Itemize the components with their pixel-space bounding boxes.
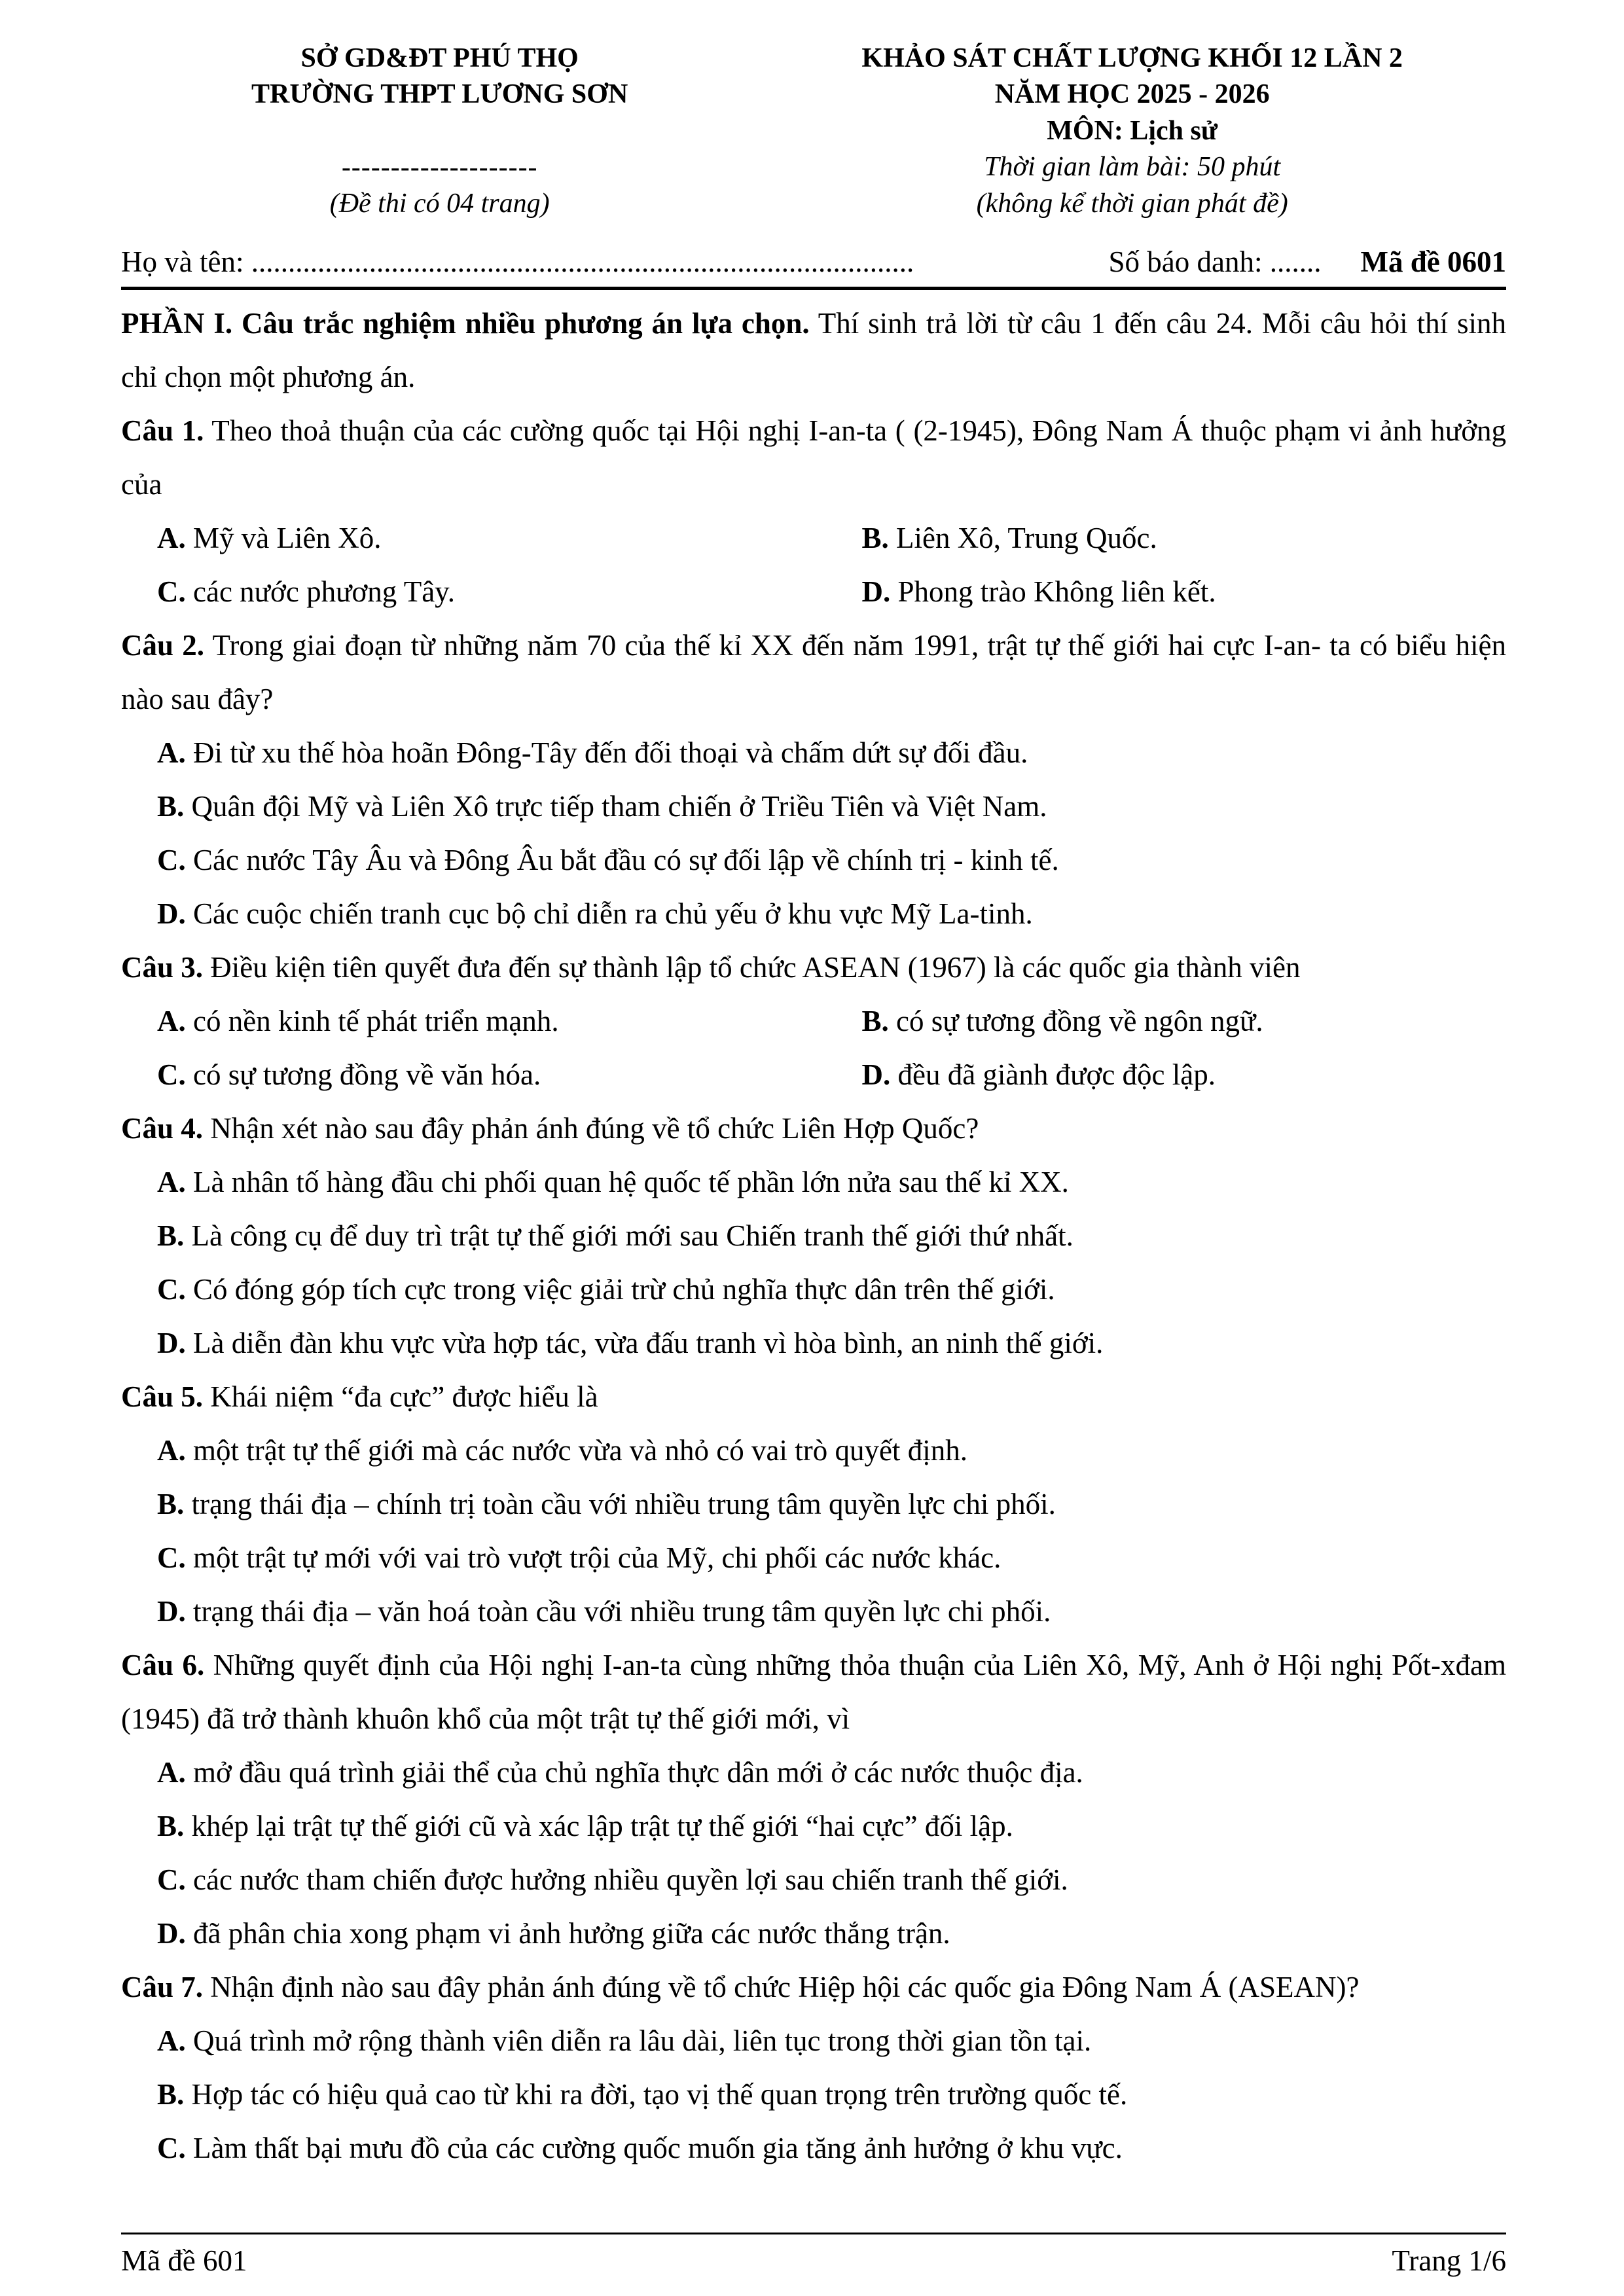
options-list bbox=[121, 511, 1506, 619]
option-letter: D. bbox=[861, 1058, 891, 1091]
exam-title: KHẢO SÁT CHẤT LƯỢNG KHỐI 12 LẦN 2 bbox=[861, 43, 1403, 73]
option-C: C. các nước phương Tây. bbox=[157, 575, 455, 608]
question-text: Câu 6. Những quyết định của Hội nghị I-an-ta cùng những thỏa thuận của Liên Xô, Mỹ, Anh ở Hội nghị Pốt-xđam (1945) đã trở thành khuôn khổ của một trật tự thế giới mới, vì bbox=[121, 1648, 1506, 1735]
question-4 bbox=[121, 1102, 1506, 1370]
page-footer bbox=[121, 2233, 1506, 2278]
question-1 bbox=[121, 404, 1506, 619]
option-letter: A. bbox=[157, 1165, 186, 1198]
option-C: C. có sự tương đồng về văn hóa. bbox=[157, 1058, 541, 1091]
option-A: A. Quá trình mở rộng thành viên diễn ra lâu dài, liên tục trong thời gian tồn tại. bbox=[157, 2024, 1092, 2057]
option-letter: D. bbox=[157, 897, 186, 930]
option-A: A. mở đầu quá trình giải thể của chủ nghĩa thực dân mới ở các nước thuộc địa. bbox=[157, 1755, 1083, 1789]
option-letter: A. bbox=[157, 1433, 186, 1467]
options-list bbox=[121, 726, 1506, 941]
option-A: A. Mỹ và Liên Xô. bbox=[157, 521, 382, 554]
question-3 bbox=[121, 941, 1506, 1102]
student-info-line bbox=[121, 245, 1506, 279]
question-6 bbox=[121, 1638, 1506, 1960]
footer-page-number: Trang 1/6 bbox=[1392, 2244, 1506, 2277]
questions bbox=[121, 404, 1506, 2175]
header-left-block bbox=[121, 41, 758, 223]
duration-note: (không kể thời gian phát đề) bbox=[976, 188, 1288, 219]
question-text: Câu 7. Nhận định nào sau đây phản ánh đúng về tổ chức Hiệp hội các quốc gia Đông Nam Á (ASEAN)? bbox=[121, 1970, 1360, 2003]
question-7 bbox=[121, 1960, 1506, 2175]
option-letter: D. bbox=[157, 1326, 186, 1359]
exam-header bbox=[121, 41, 1506, 223]
question-5 bbox=[121, 1370, 1506, 1638]
footer-exam-code: Mã đề 601 bbox=[121, 2244, 247, 2277]
question-label: Câu 6. bbox=[121, 1648, 205, 1681]
option-letter: C. bbox=[157, 1058, 186, 1091]
options-list bbox=[121, 1746, 1506, 1960]
header-right-block bbox=[758, 41, 1506, 223]
option-B: B. Hợp tác có hiệu quả cao từ khi ra đời, tạo vị thế quan trọng trên trường quốc tế. bbox=[157, 2077, 1128, 2111]
question-text: Câu 1. Theo thoả thuận của các cường quốc tại Hội nghị I-an-ta ( (2-1945), Đông Nam Á thuộc phạm vi ảnh hưởng của bbox=[121, 414, 1506, 501]
option-C: C. Các nước Tây Âu và Đông Âu bắt đầu có sự đối lập về chính trị - kinh tế. bbox=[157, 843, 1059, 876]
option-C: C. một trật tự mới với vai trò vượt trội của Mỹ, chi phối các nước khác. bbox=[157, 1541, 1001, 1574]
option-A: A. Là nhân tố hàng đầu chi phối quan hệ quốc tế phần lớn nửa sau thế kỉ XX. bbox=[157, 1165, 1069, 1198]
option-B: B. có sự tương đồng về ngôn ngữ. bbox=[861, 1004, 1263, 1037]
option-D: D. Phong trào Không liên kết. bbox=[861, 575, 1216, 608]
part1-title-bold: PHẦN I. Câu trắc nghiệm nhiều phương án lựa chọn. bbox=[121, 306, 810, 340]
school-name: TRƯỜNG THPT LƯƠNG SƠN bbox=[251, 79, 628, 110]
exam-code-badge: Mã đề 0601 bbox=[1360, 245, 1506, 278]
subject-line: MÔN: Lịch sử bbox=[1047, 115, 1218, 146]
option-D: D. trạng thái địa – văn hoá toàn cầu với nhiều trung tâm quyền lực chi phối. bbox=[157, 1594, 1051, 1628]
option-letter: B. bbox=[861, 521, 889, 554]
exam-pages-note: (Đề thi có 04 trang) bbox=[329, 188, 550, 219]
option-B: B. Liên Xô, Trung Quốc. bbox=[861, 521, 1157, 554]
option-D: D. đều đã giành được độc lập. bbox=[861, 1058, 1216, 1091]
option-letter: C. bbox=[157, 1272, 186, 1306]
question-text: Câu 2. Trong giai đoạn từ những năm 70 của thế kỉ XX đến năm 1991, trật tự thế giới hai cực I-an- ta có biểu hiện nào sau đây? bbox=[121, 628, 1506, 715]
separator-dashes: -------------------- bbox=[341, 152, 538, 183]
question-label: Câu 3. bbox=[121, 950, 204, 984]
duration-line: Thời gian làm bài: 50 phút bbox=[984, 152, 1281, 183]
option-D: D. Là diễn đàn khu vực vừa hợp tác, vừa đấu tranh vì hòa bình, an ninh thế giới. bbox=[157, 1326, 1104, 1359]
option-letter: C. bbox=[157, 1863, 186, 1896]
options-list bbox=[121, 994, 1506, 1102]
school-year: NĂM HỌC 2025 - 2026 bbox=[994, 79, 1270, 110]
question-label: Câu 2. bbox=[121, 628, 205, 662]
option-B: B. khép lại trật tự thế giới cũ và xác lập trật tự thế giới “hai cực” đối lập. bbox=[157, 1809, 1013, 1842]
question-text: Câu 3. Điều kiện tiên quyết đưa đến sự thành lập tổ chức ASEAN (1967) là các quốc gia thành viên bbox=[121, 950, 1301, 984]
option-A: A. một trật tự thế giới mà các nước vừa và nhỏ có vai trò quyết định. bbox=[157, 1433, 967, 1467]
option-D: D. đã phân chia xong phạm vi ảnh hưởng giữa các nước thắng trận. bbox=[157, 1916, 950, 1950]
part1-title bbox=[121, 296, 1506, 404]
option-letter: A. bbox=[157, 2024, 186, 2057]
option-B: B. Quân đội Mỹ và Liên Xô trực tiếp tham chiến ở Triều Tiên và Việt Nam. bbox=[157, 789, 1047, 823]
part1-title-rest: Thí sinh trả lời từ câu 1 đến câu 24. Mỗi câu hỏi thí sinh chỉ chọn một phương án. bbox=[121, 306, 1506, 393]
option-letter: B. bbox=[157, 1219, 185, 1252]
option-letter: A. bbox=[157, 1755, 186, 1789]
option-letter: B. bbox=[157, 1809, 185, 1842]
options-list bbox=[121, 2014, 1506, 2175]
question-label: Câu 4. bbox=[121, 1111, 204, 1145]
option-C: C. Có đóng góp tích cực trong việc giải trừ chủ nghĩa thực dân trên thế giới. bbox=[157, 1272, 1055, 1306]
option-letter: D. bbox=[157, 1916, 186, 1950]
option-A: A. Đi từ xu thế hòa hoãn Đông-Tây đến đối thoại và chấm dứt sự đối đầu. bbox=[157, 736, 1028, 769]
option-A: A. có nền kinh tế phát triển mạnh. bbox=[157, 1004, 559, 1037]
option-letter: C. bbox=[157, 1541, 186, 1574]
option-C: C. Làm thất bại mưu đồ của các cường quốc muốn gia tăng ảnh hưởng ở khu vực. bbox=[157, 2131, 1123, 2164]
option-letter: B. bbox=[157, 789, 185, 823]
option-letter: A. bbox=[157, 1004, 186, 1037]
options-list bbox=[121, 1424, 1506, 1638]
options-list bbox=[121, 1155, 1506, 1370]
option-C: C. các nước tham chiến được hưởng nhiều quyền lợi sau chiến tranh thế giới. bbox=[157, 1863, 1068, 1896]
option-letter: B. bbox=[157, 1487, 185, 1520]
option-letter: A. bbox=[157, 736, 186, 769]
option-letter: C. bbox=[157, 2131, 186, 2164]
option-letter: B. bbox=[861, 1004, 889, 1037]
option-letter: A. bbox=[157, 521, 186, 554]
option-letter: C. bbox=[157, 843, 186, 876]
option-letter: D. bbox=[861, 575, 891, 608]
option-letter: B. bbox=[157, 2077, 185, 2111]
question-label: Câu 5. bbox=[121, 1380, 204, 1413]
header-divider bbox=[121, 287, 1506, 290]
student-name-field: Họ và tên: .......................................................................................... bbox=[121, 245, 914, 278]
option-letter: D. bbox=[157, 1594, 186, 1628]
department-name: SỞ GD&ĐT PHÚ THỌ bbox=[300, 43, 579, 73]
question-text: Câu 5. Khái niệm “đa cực” được hiểu là bbox=[121, 1380, 598, 1413]
question-2 bbox=[121, 619, 1506, 941]
student-id-field: Số báo danh: ....... bbox=[1108, 245, 1322, 278]
option-D: D. Các cuộc chiến tranh cục bộ chỉ diễn ra chủ yếu ở khu vực Mỹ La-tinh. bbox=[157, 897, 1033, 930]
question-label: Câu 1. bbox=[121, 414, 204, 447]
question-text: Câu 4. Nhận xét nào sau đây phản ánh đúng về tổ chức Liên Hợp Quốc? bbox=[121, 1111, 979, 1145]
question-label: Câu 7. bbox=[121, 1970, 204, 2003]
option-letter: C. bbox=[157, 575, 186, 608]
option-B: B. trạng thái địa – chính trị toàn cầu với nhiều trung tâm quyền lực chi phối. bbox=[157, 1487, 1056, 1520]
option-B: B. Là công cụ để duy trì trật tự thế giới mới sau Chiến tranh thế giới thứ nhất. bbox=[157, 1219, 1074, 1252]
